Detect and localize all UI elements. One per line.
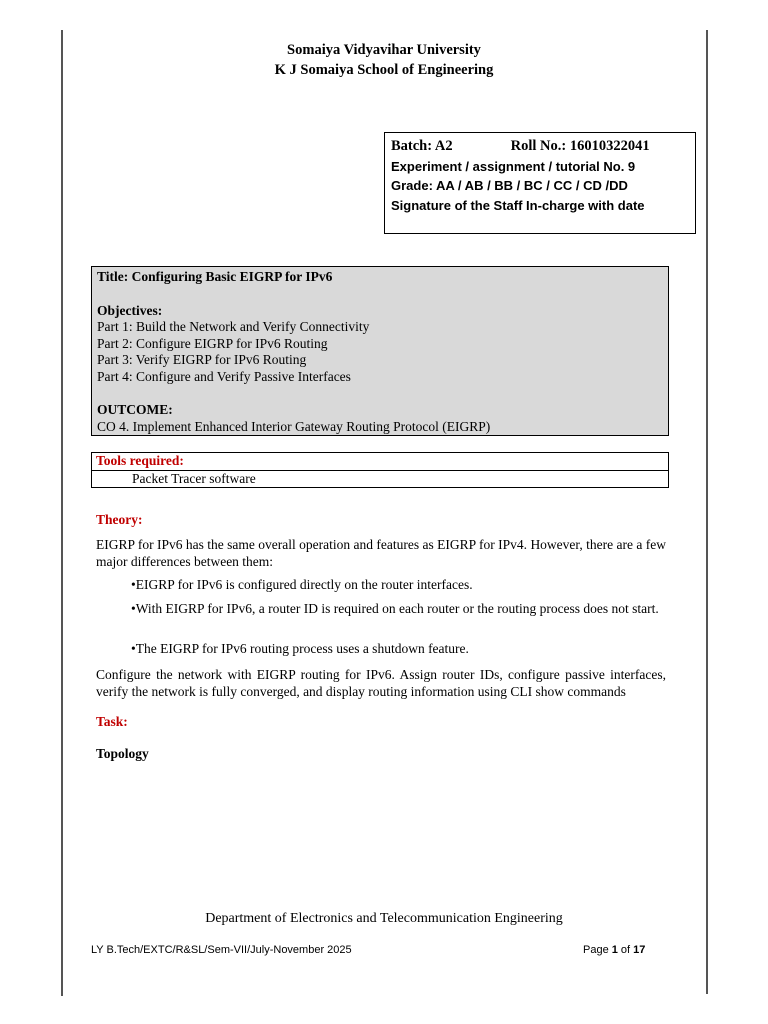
outcome-text: CO 4. Implement Enhanced Interior Gateway Routing Protocol (EIGRP) <box>97 418 491 434</box>
tools-table <box>91 452 669 488</box>
theory-heading: Theory: <box>96 512 143 527</box>
grade-line: Grade: AA / AB / BB / BC / CC / CD /DD <box>391 178 628 193</box>
objectives-heading: Objectives: <box>97 302 163 318</box>
footer-department: Department of Electronics and Telecommunication Engineering <box>205 911 563 926</box>
topology-heading: Topology <box>96 746 149 761</box>
objective-item: Part 2: Configure EIGRP for IPv6 Routing <box>97 335 328 351</box>
page-word: Page <box>583 944 612 956</box>
batch-label: Batch: A2 <box>391 138 453 154</box>
outcome-heading: OUTCOME: <box>97 402 173 417</box>
page-current: 1 <box>611 944 618 956</box>
page-total: 17 <box>633 944 646 956</box>
tools-heading: Tools required: <box>92 453 668 471</box>
experiment-number: Experiment / assignment / tutorial No. 9 <box>391 158 636 174</box>
batch-row <box>391 137 689 157</box>
theory-intro: EIGRP for IPv6 has the same overall operation and features as EIGRP for IPv4. However, there are a few major differences between them: <box>96 537 666 569</box>
footer-course: LY B.Tech/EXTC/R&SL/Sem-VII/July-November 2025 <box>91 944 352 956</box>
university-header <box>0 40 768 80</box>
right-margin-rule <box>706 30 708 994</box>
tools-item: Packet Tracer software <box>132 470 256 486</box>
university-name: Somaiya Vidyavihar University <box>287 42 481 58</box>
batch-info-box <box>384 132 696 234</box>
footer-page-number <box>583 944 645 956</box>
page-of: of <box>617 944 634 956</box>
objective-item: Part 1: Build the Network and Verify Connectivity <box>97 319 370 334</box>
title-objectives-box <box>91 266 669 436</box>
left-margin-rule <box>61 30 63 996</box>
signature-line: Signature of the Staff In-charge with date <box>391 197 645 213</box>
experiment-title: Title: Configuring Basic EIGRP for IPv6 <box>97 269 333 284</box>
objective-item: Part 4: Configure and Verify Passive Interfaces <box>97 368 351 384</box>
school-name: K J Somaiya School of Engineering <box>274 62 494 78</box>
theory-closing: Configure the network with EIGRP routing for IPv6. Assign router IDs, configure passive interfaces, verify the network is fully converged, and display routing information using CLI show commands <box>96 667 666 699</box>
roll-number: Roll No.: 16010322041 <box>510 138 650 154</box>
task-heading: Task: <box>96 714 128 729</box>
theory-bullet: •EIGRP for IPv6 is configured directly on the router interfaces. <box>131 577 473 592</box>
theory-bullet: •With EIGRP for IPv6, a router ID is required on each router or the routing process does not start. <box>131 601 659 616</box>
objective-item: Part 3: Verify EIGRP for IPv6 Routing <box>97 352 307 367</box>
theory-bullet: •The EIGRP for IPv6 routing process uses a shutdown feature. <box>131 641 469 656</box>
